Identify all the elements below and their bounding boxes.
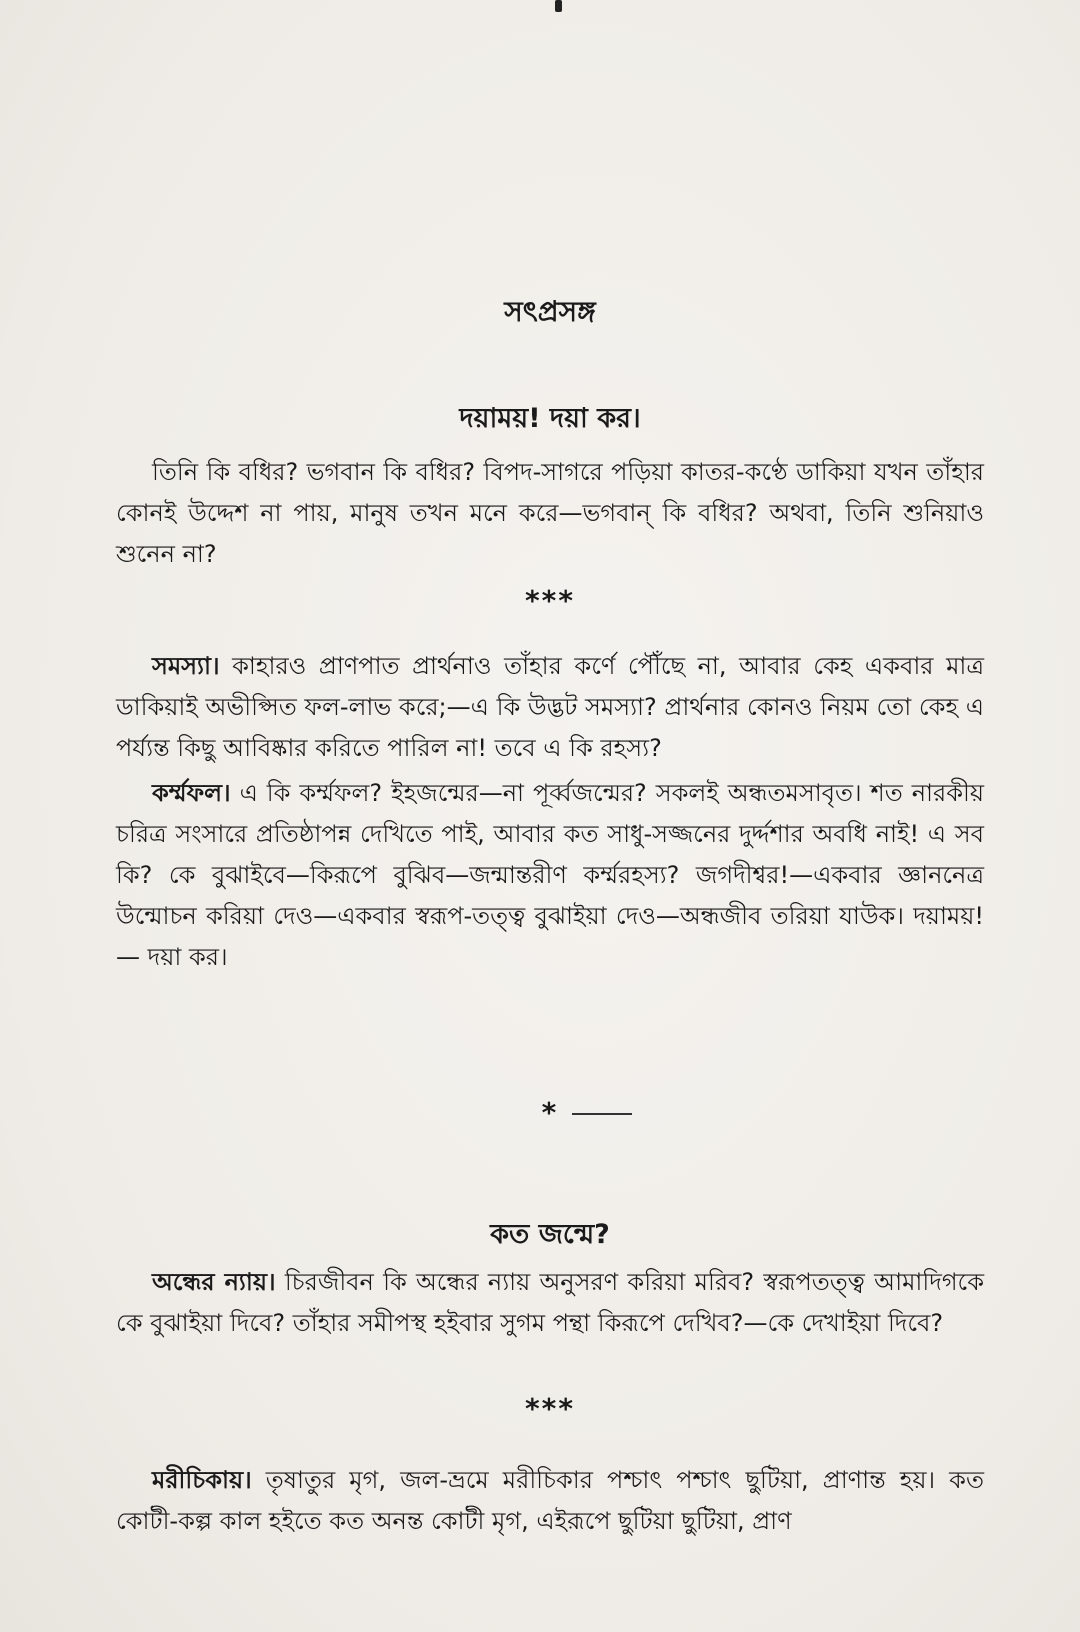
paragraph-somossa <box>116 646 984 769</box>
heading-koto-janme: কত জন্মে? <box>490 1219 610 1250</box>
paragraph-andher-nyay-text: চিরজীবন কি অন্ধের ন্যায় অনুসরণ করিয়া মরিব? স্বরূপতত্ত্ব আমাদিগকে কে বুঝাইয়া দিবে? তাঁহার সমীপস্থ হইবার সুগম পন্থা কিরূপে দেখিব?—কে দেখাইয়া দিবে? <box>116 1268 984 1337</box>
separator-rule <box>572 1113 632 1115</box>
paragraph-marichikay-text: তৃষাতুর মৃগ, জল-ভ্রমে মরীচিকার পশ্চাৎ পশ্চাৎ ছুটিয়া, প্রাণান্ত হয়। কত কোটী-কল্প কাল হইতে কত অনন্ত কোটী মৃগ, এইরূপে ছুটিয়া ছুটিয়া, প্রাণ <box>116 1466 984 1535</box>
separator-stars-3: *** <box>525 1392 575 1425</box>
paragraph-somossa-lead: সমস্যা। <box>152 652 220 680</box>
paragraph-karmaphal-text: এ কি কর্ম্মফল? ইহজন্মের—না পূর্ব্বজন্মের? সকলই অন্ধতমসাবৃত। শত নারকীয় চরিত্র সংসারে প্রতিষ্ঠাপন্ন দেখিতে পাই, আবার কত সাধু-সজ্জনের দুর্দ্দশার অবধি নাই! এ সব কি? কে বুঝাইবে—কিরূপে বুঝিব—জন্মান্তরীণ কর্ম্মরহস্য? জগদীশ্বর!—একবার জ্ঞাননেত্র উন্মোচন করিয়া দেও—একবার স্বরূপ-তত্ত্ব বুঝাইয়া দেও—অন্ধজীব তরিয়া যাউক। দয়াময়!— দয়া কর। <box>116 779 984 971</box>
separator-star-2: * <box>541 1096 559 1129</box>
top-ink-mark <box>555 0 562 12</box>
paragraph-andher-nyay <box>116 1262 984 1344</box>
paragraph-marichikay <box>116 1460 984 1542</box>
section-title: সৎপ্রসঙ্গ <box>504 295 596 328</box>
paragraph-1 <box>116 452 984 575</box>
paragraph-somossa-text: কাহারও প্রাণপাত প্রার্থনাও তাঁহার কর্ণে পৌঁছে না, আবার কেহ একবার মাত্র ডাকিয়াই অভীপ্সিত ফল-লাভ করে;—এ কি উদ্ভট সমস্যা? প্রার্থনার কোনও নিয়ম তো কেহ এ পর্য্যন্ত কিছু আবিষ্কার করিতে পারিল না! তবে এ কি রহস্য? <box>116 652 984 762</box>
heading-doyamoy: দয়াময়! দয়া কর। <box>459 403 641 434</box>
paragraph-andher-nyay-lead: অন্ধের ন্যায়। <box>152 1268 276 1296</box>
separator-stars-1: *** <box>525 584 575 617</box>
paragraph-karmaphal <box>116 773 984 978</box>
paragraph-karmaphal-lead: কর্ম্মফল। <box>152 779 231 807</box>
paragraph-1-text: তিনি কি বধির? ভগবান কি বধির? বিপদ-সাগরে পড়িয়া কাতর-কণ্ঠে ডাকিয়া যখন তাঁহার কোনই উদ্দেশ না পায়, মানুষ তখন মনে করে—ভগবান্ কি বধির? অথবা, তিনি শুনিয়াও শুনেন না? <box>116 458 984 568</box>
paragraph-marichikay-lead: মরীচিকায়। <box>152 1466 252 1494</box>
